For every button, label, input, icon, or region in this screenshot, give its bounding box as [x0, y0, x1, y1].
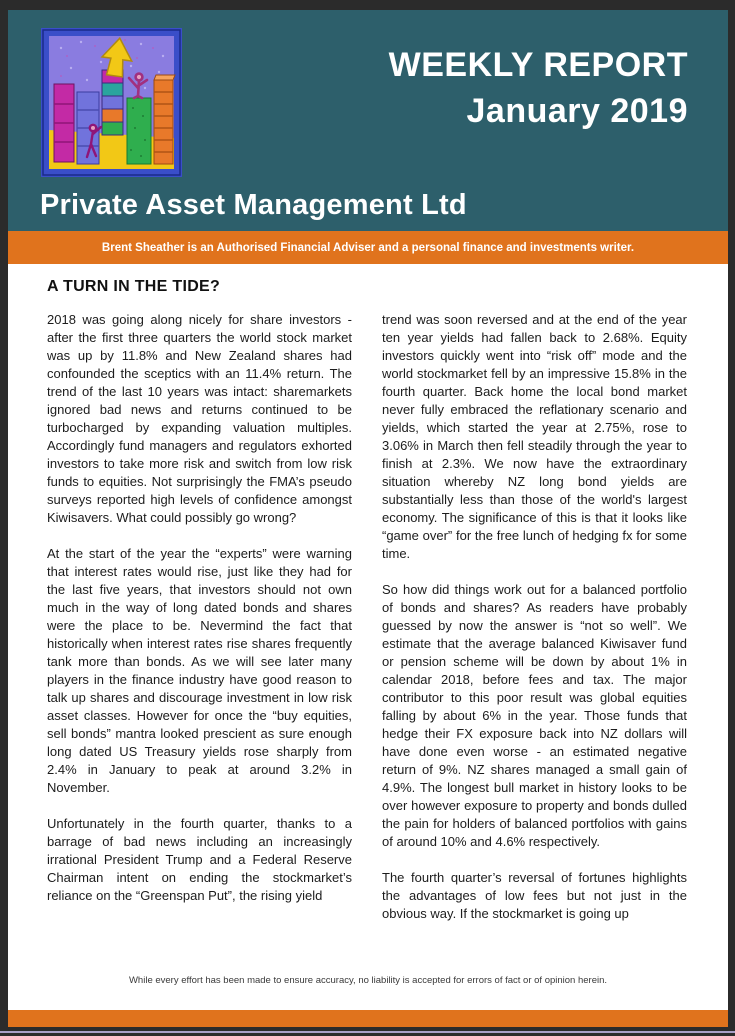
company-logo: [41, 28, 182, 177]
divider-line: [0, 1031, 735, 1033]
article-paragraph: 2018 was going along nicely for share investors - after the first three quarters the world stock market was up by 11.8% and New Zealand shares had confounded the sceptics with an 11.4% return. The trend of the last 10 years was intact: sharemarkets ignored bad news and returns continued to be turbocharged by expanding valuation multiples. Accordingly fund managers and regulators exhorted investors to take more risk and switch from low risk funds to equities. Not surprisingly the FMA’s pseudo surveys reported high levels of confidence amongst Kiwisavers. What could possibly go wrong?: [47, 312, 352, 525]
article-paragraph: The fourth quarter’s reversal of fortunes highlights the advantages of low fees but not just in the obvious way. If the stockmarket is going up: [382, 870, 687, 921]
report-title-line1: WEEKLY REPORT: [388, 46, 688, 84]
footer-disclaimer: While every effort has been made to ensure accuracy, no liability is accepted for errors of fact or of opinion herein.: [128, 975, 608, 986]
report-title: [389, 42, 688, 134]
adviser-banner: Brent Sheather is an Authorised Financial Adviser and a personal finance and investments writer.: [8, 231, 728, 264]
article-paragraph: So how did things work out for a balanced portfolio of bonds and shares? As readers have probably guessed by now the answer is “not so well”. We estimate that the average balanced Kiwisaver fund or pension scheme will be down by about 1% in calendar 2018, before fees and tax. The major contributor to this poor result was global equities falling by about 6% in the year. Those funds that hedge their FX exposure back into NZ dollars will have done even worse - an estimated negative return of 9%. NZ shares managed a small gain of 4.9%. The longest bull market in history looks to be over however exposure to property and bonds dulled the pain for holders of balanced portfolios with gains of around 10% and 4.6% respectively.: [382, 582, 687, 849]
report-title-line2: January 2019: [466, 92, 688, 130]
article: [8, 264, 728, 975]
frame-bottom-strip: [0, 1027, 735, 1036]
footer-accent-band: [8, 1010, 728, 1027]
report-page: [8, 10, 728, 1027]
article-heading: A TURN IN THE TIDE?: [47, 278, 221, 295]
article-columns: [47, 311, 687, 923]
masthead: [8, 10, 728, 231]
article-right-column: [382, 311, 687, 923]
article-left-column: [47, 311, 352, 923]
article-paragraph: At the start of the year the “experts” were warning that interest rates would rise, just like they had for the last five years, that investors should not own much in the way of long dated bonds and shares were the place to be. Nevermind the fact that historically when interest rates rise shares frequently tank more than bonds. As we will see later many players in the finance industry have good reason to talk up shares and discourage investment in low risk asset classes. However for once the “buy equities, sell bonds” mantra looked prescient as sure enough long dated US Treasury yields rose sharply from 2.4% in January to peak at around 3.2% in November.: [47, 546, 352, 795]
article-paragraph: Unfortunately in the fourth quarter, thanks to a barrage of bad news including an increasingly irrational President Trump and a Federal Reserve Chairman intent on ending the stockmarket’s reliance on the “Greenspan Put”, the rising yield: [47, 816, 352, 903]
company-name: Private Asset Management Ltd: [40, 189, 467, 221]
blocks-growth-icon: [41, 28, 182, 177]
article-paragraph: trend was soon reversed and at the end of the year ten year yields had fallen back to 2.68%. Equity investors quickly went into “risk off” mode and the world stockmarket fell by an impressive 15.8% in the fourth quarter. Back home the local bond market never fully embraced the reflationary scenario and yields, which started the year at 2.75%, rose to 3.06% in March then fell steadily through the year to finish at 2.3%. We now have the extraordinary situation whereby NZ long bond yields are substantially less than those of the world's largest economy. The significance of this is that it looks like “game over” for the free lunch of hedging fx for some time.: [382, 312, 687, 561]
